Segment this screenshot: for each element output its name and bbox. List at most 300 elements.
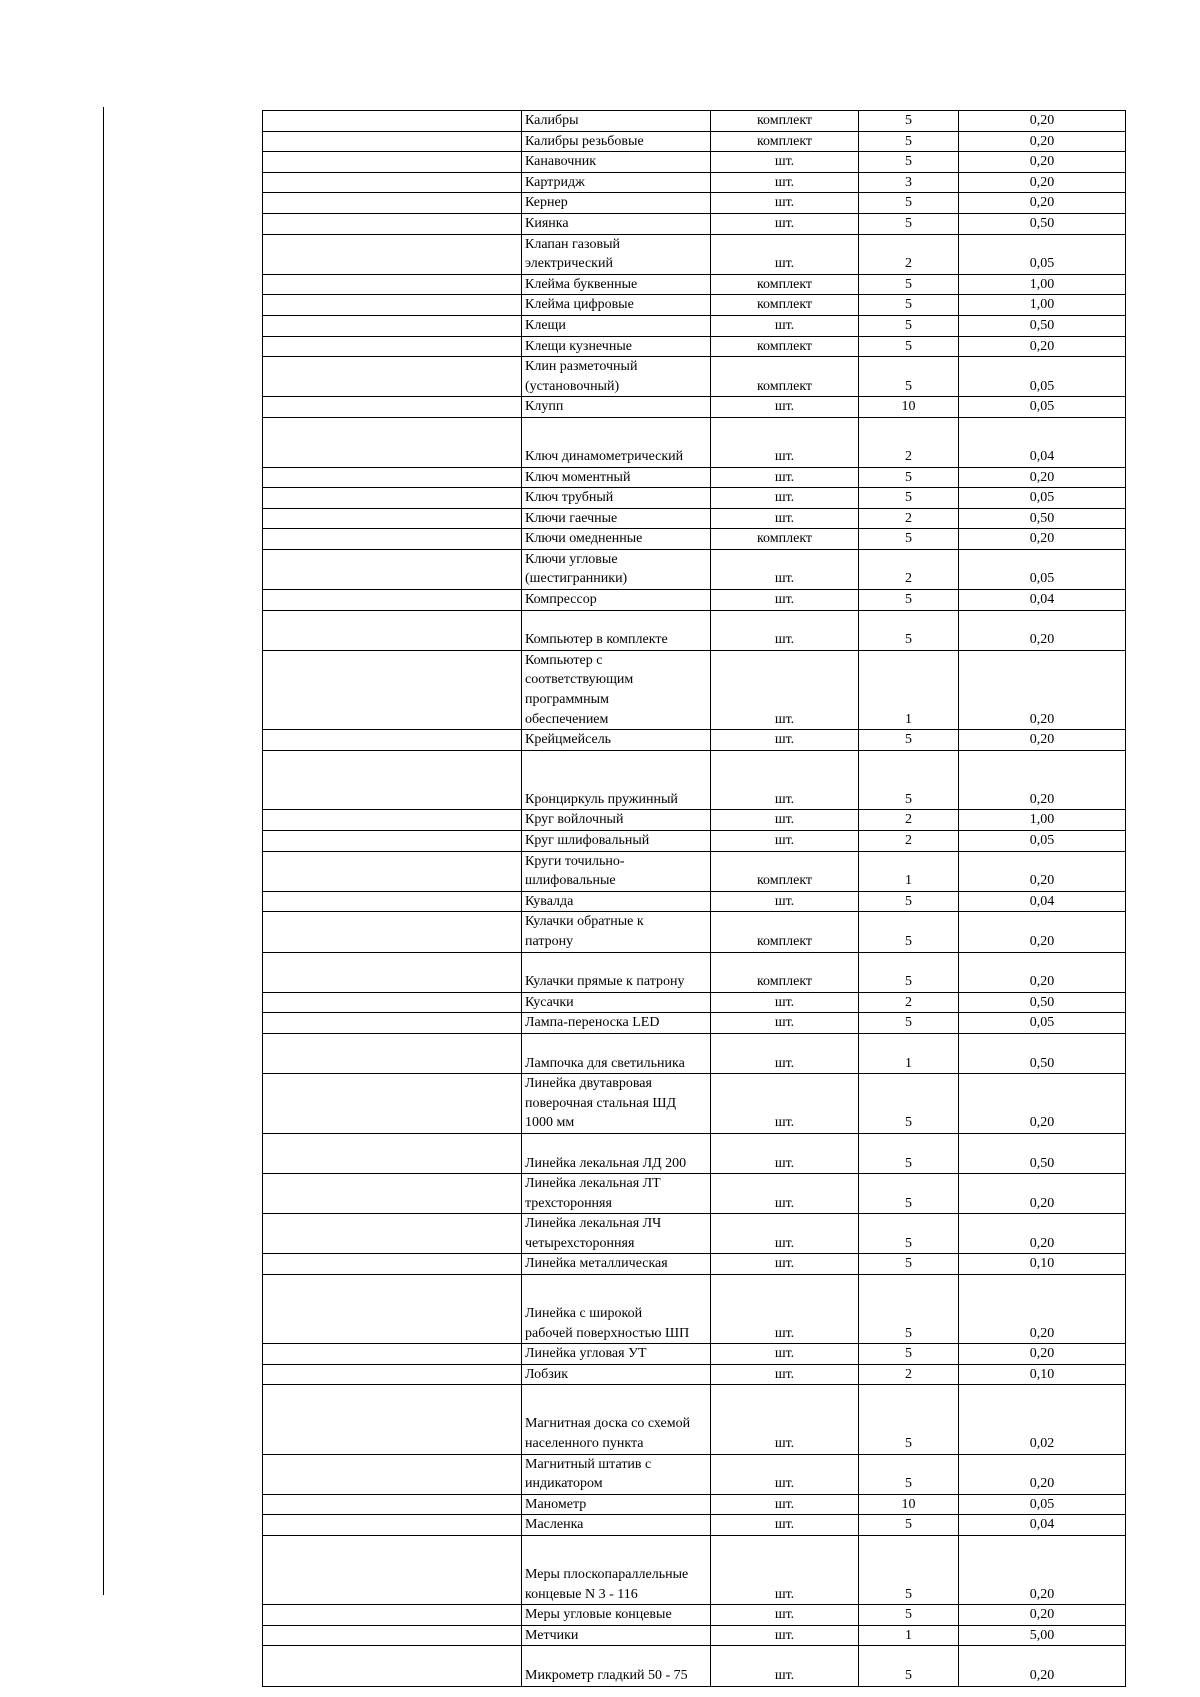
quantity-cell [859, 1646, 959, 1686]
norm-cell-text: 5,00 [1029, 1627, 1055, 1643]
unit-cell [711, 590, 859, 611]
table-row [263, 650, 1126, 729]
quantity-cell [859, 467, 959, 488]
quantity-cell-text: 5 [905, 1667, 912, 1683]
norm-cell-text: 0,05 [1029, 490, 1055, 506]
unit-cell [711, 1174, 859, 1214]
quantity-cell [859, 417, 959, 467]
unit-cell-text: шт. [774, 215, 795, 231]
quantity-cell [859, 891, 959, 912]
item-name-cell-text: Лампочка для светильника [525, 1055, 685, 1071]
norm-cell-text: 0,04 [1029, 1517, 1055, 1533]
unit-cell-text: шт. [774, 1015, 795, 1031]
cell-top-spacer [862, 418, 955, 447]
item-name-cell-text: Линейка лекальная ЛД 200 [525, 1155, 687, 1171]
norm-cell [959, 912, 1126, 952]
norm-cell [959, 1364, 1126, 1385]
unit-cell [711, 336, 859, 357]
item-name-cell [522, 152, 711, 173]
item-name-cell-text: Кулачки обратные к патрону [525, 914, 644, 949]
unit-cell [711, 750, 859, 810]
item-name-cell-text: Ключи гаечные [525, 510, 618, 526]
unit-cell [711, 467, 859, 488]
quantity-cell-text: 1 [905, 711, 912, 727]
norm-cell-text: 0,05 [1029, 1015, 1055, 1031]
equipment-table [262, 110, 1126, 1687]
norm-cell [959, 1385, 1126, 1454]
norm-cell-text: 0,50 [1029, 1055, 1055, 1071]
item-name-cell-text: Компьютер в комплекте [525, 632, 668, 648]
table-row [263, 1385, 1126, 1454]
item-name-cell [522, 467, 711, 488]
unit-cell [711, 295, 859, 316]
norm-cell-text: 0,05 [1029, 256, 1055, 272]
unit-cell-text: шт. [774, 1607, 795, 1623]
left-margin-rule [103, 107, 104, 1595]
quantity-cell-text: 10 [901, 399, 916, 415]
table-row [263, 1033, 1126, 1073]
row-blank-cell [263, 610, 522, 650]
item-name-cell-text: Клапан газовый электрический [525, 236, 620, 272]
table-row [263, 730, 1126, 751]
unit-cell-text: шт. [774, 1055, 795, 1071]
norm-cell [959, 357, 1126, 397]
item-name-cell-text: Магнитный штатив с индикатором [525, 1456, 652, 1492]
item-name-cell [522, 610, 711, 650]
quantity-cell [859, 193, 959, 214]
norm-cell-text: 0,05 [1029, 571, 1055, 587]
norm-cell-text: 1,00 [1029, 297, 1055, 313]
row-blank-cell [263, 315, 522, 336]
table-row [263, 274, 1126, 295]
unit-cell [711, 193, 859, 214]
quantity-cell-text: 5 [905, 154, 912, 170]
table-row [263, 172, 1126, 193]
norm-cell [959, 1646, 1126, 1686]
item-name-cell-text: Линейка металлическая [525, 1256, 668, 1272]
item-name-cell-text: Лампа-переноска LED [525, 1015, 660, 1031]
norm-cell-text: 0,04 [1029, 592, 1055, 608]
quantity-cell-text: 5 [905, 490, 912, 506]
item-name-cell [522, 357, 711, 397]
quantity-cell-text: 5 [905, 195, 912, 211]
norm-cell [959, 213, 1126, 234]
norm-cell [959, 488, 1126, 509]
quantity-cell-text: 5 [905, 974, 912, 990]
quantity-cell-text: 5 [905, 469, 912, 485]
unit-cell [711, 417, 859, 467]
item-name-cell-text: Калибры [525, 113, 579, 128]
unit-cell-text: шт. [774, 791, 795, 807]
norm-cell [959, 131, 1126, 152]
quantity-cell [859, 831, 959, 852]
item-name-cell [522, 1646, 711, 1686]
quantity-cell [859, 295, 959, 316]
quantity-cell [859, 111, 959, 132]
unit-cell-text: комплект [756, 974, 813, 990]
row-blank-cell [263, 549, 522, 589]
cell-top-spacer [714, 1295, 855, 1324]
table-row [263, 417, 1126, 467]
row-blank-cell [263, 1174, 522, 1214]
unit-cell [711, 111, 859, 132]
norm-cell [959, 831, 1126, 852]
unit-cell-text: шт. [774, 592, 795, 608]
quantity-cell [859, 152, 959, 173]
norm-cell-text: 1,00 [1029, 812, 1055, 828]
item-name-cell-text: Канавочник [525, 154, 597, 170]
quantity-cell [859, 1536, 959, 1605]
norm-cell-text: 0,20 [1029, 1607, 1055, 1623]
item-name-cell [522, 529, 711, 550]
row-blank-cell [263, 650, 522, 729]
table-row [263, 529, 1126, 550]
row-blank-cell [263, 274, 522, 295]
cell-top-spacer [962, 1134, 1122, 1154]
table-row [263, 1536, 1126, 1605]
row-blank-cell [263, 1454, 522, 1494]
norm-cell [959, 1344, 1126, 1365]
norm-cell [959, 315, 1126, 336]
cell-top-spacer [962, 1646, 1122, 1666]
unit-cell [711, 1214, 859, 1254]
item-name-cell [522, 810, 711, 831]
quantity-cell [859, 1364, 959, 1385]
unit-cell-text: комплект [756, 276, 813, 292]
cell-top-spacer [862, 1034, 955, 1054]
norm-cell-text: 0,20 [1029, 1115, 1055, 1131]
norm-cell-text: 0,10 [1029, 1366, 1055, 1382]
norm-cell-text: 0,50 [1029, 994, 1055, 1010]
norm-cell-text: 0,05 [1029, 399, 1055, 415]
table-row [263, 488, 1126, 509]
item-name-cell-text: Меры угловые концевые [525, 1607, 672, 1623]
item-name-cell-text: Клин разметочный (установочный) [525, 359, 638, 394]
unit-cell [711, 650, 859, 729]
item-name-cell [522, 1625, 711, 1646]
item-name-cell [522, 992, 711, 1013]
table-row [263, 336, 1126, 357]
norm-cell [959, 1174, 1126, 1214]
table-row [263, 1494, 1126, 1515]
cell-top-spacer [714, 1034, 855, 1054]
norm-cell-text: 0,20 [1029, 174, 1055, 190]
row-blank-cell [263, 730, 522, 751]
item-name-cell [522, 193, 711, 214]
quantity-cell [859, 610, 959, 650]
cell-top-spacer [525, 418, 707, 447]
norm-cell-text: 0,20 [1029, 632, 1055, 648]
row-blank-cell [263, 357, 522, 397]
norm-cell-text: 0,20 [1029, 1346, 1055, 1362]
norm-cell [959, 1133, 1126, 1173]
norm-cell-text: 0,20 [1029, 133, 1055, 149]
row-blank-cell [263, 810, 522, 831]
quantity-cell-text: 5 [905, 1436, 912, 1452]
item-name-cell [522, 274, 711, 295]
item-name-cell-text: Клещи [525, 317, 566, 333]
norm-cell [959, 1074, 1126, 1134]
row-blank-cell [263, 1074, 522, 1134]
norm-cell [959, 1214, 1126, 1254]
item-name-cell-text: Компрессор [525, 592, 597, 608]
table-row [263, 891, 1126, 912]
item-name-cell [522, 1494, 711, 1515]
quantity-cell [859, 1033, 959, 1073]
item-name-cell [522, 912, 711, 952]
row-blank-cell [263, 111, 522, 132]
quantity-cell [859, 1625, 959, 1646]
cell-top-spacer [525, 953, 707, 973]
quantity-cell [859, 397, 959, 418]
row-blank-cell [263, 213, 522, 234]
unit-cell-text: шт. [774, 510, 795, 526]
table-row [263, 1454, 1126, 1494]
table-row [263, 590, 1126, 611]
cell-top-spacer [714, 1134, 855, 1154]
quantity-cell [859, 1254, 959, 1275]
row-blank-cell [263, 1133, 522, 1173]
table-row [263, 1174, 1126, 1214]
unit-cell-text: комплект [756, 338, 813, 354]
row-blank-cell [263, 590, 522, 611]
row-blank-cell [263, 891, 522, 912]
unit-cell-text: шт. [774, 1517, 795, 1533]
unit-cell-text: шт. [774, 317, 795, 333]
unit-cell-text: шт. [774, 195, 795, 211]
unit-cell-text: шт. [774, 732, 795, 748]
item-name-cell [522, 1385, 711, 1454]
quantity-cell [859, 1494, 959, 1515]
unit-cell-text: шт. [774, 1346, 795, 1362]
row-blank-cell [263, 508, 522, 529]
unit-cell [711, 851, 859, 891]
item-name-cell [522, 1174, 711, 1214]
unit-cell-text: шт. [774, 399, 795, 415]
unit-cell-text: шт. [774, 1115, 795, 1131]
item-name-cell [522, 1275, 711, 1344]
norm-cell [959, 234, 1126, 274]
quantity-cell [859, 172, 959, 193]
unit-cell-text: комплект [756, 297, 813, 313]
norm-cell [959, 549, 1126, 589]
unit-cell-text: шт. [774, 1256, 795, 1272]
row-blank-cell [263, 1033, 522, 1073]
row-blank-cell [263, 1494, 522, 1515]
item-name-cell [522, 1254, 711, 1275]
row-blank-cell [263, 417, 522, 467]
norm-cell [959, 650, 1126, 729]
item-name-cell [522, 172, 711, 193]
row-blank-cell [263, 336, 522, 357]
quantity-cell [859, 810, 959, 831]
quantity-cell-text: 5 [905, 276, 912, 292]
quantity-cell-text: 5 [905, 1115, 912, 1131]
unit-cell-text: шт. [774, 1195, 795, 1211]
item-name-cell [522, 488, 711, 509]
cell-top-spacer [714, 953, 855, 973]
unit-cell [711, 529, 859, 550]
unit-cell [711, 131, 859, 152]
quantity-cell [859, 131, 959, 152]
item-name-cell [522, 1605, 711, 1626]
cell-top-spacer [962, 1295, 1122, 1324]
item-name-cell-text: Картридж [525, 174, 585, 190]
quantity-cell-text: 2 [905, 812, 912, 828]
quantity-cell-text: 5 [905, 317, 912, 333]
unit-cell-text: шт. [774, 1325, 795, 1341]
quantity-cell-text: 5 [905, 1015, 912, 1031]
unit-cell [711, 1344, 859, 1365]
quantity-cell-text: 5 [905, 933, 912, 949]
quantity-cell [859, 851, 959, 891]
cell-top-spacer [525, 1275, 707, 1304]
norm-cell-text: 1,00 [1029, 276, 1055, 292]
quantity-cell-text: 5 [905, 632, 912, 648]
cell-top-spacer [862, 1556, 955, 1585]
unit-cell-text: шт. [774, 1235, 795, 1251]
norm-cell [959, 590, 1126, 611]
cell-top-spacer [714, 418, 855, 447]
norm-cell [959, 952, 1126, 992]
quantity-cell [859, 336, 959, 357]
item-name-cell-text: Калибры резьбовые [525, 133, 644, 149]
quantity-cell [859, 1344, 959, 1365]
item-name-cell [522, 549, 711, 589]
unit-cell [711, 1275, 859, 1344]
unit-cell-text: шт. [774, 994, 795, 1010]
unit-cell-text: шт. [774, 632, 795, 648]
table-row [263, 315, 1126, 336]
item-name-cell [522, 234, 711, 274]
cell-top-spacer [525, 611, 707, 631]
cell-top-spacer [525, 1536, 707, 1565]
table-row [263, 1605, 1126, 1626]
table-row [263, 810, 1126, 831]
unit-cell [711, 1254, 859, 1275]
cell-top-spacer [962, 1556, 1122, 1585]
cell-top-spacer [862, 611, 955, 631]
item-name-cell [522, 295, 711, 316]
equipment-table-body [263, 111, 1126, 1687]
norm-cell-text: 0,05 [1029, 833, 1055, 848]
unit-cell-text: шт. [774, 469, 795, 485]
unit-cell [711, 1133, 859, 1173]
norm-cell [959, 1515, 1126, 1536]
table-row [263, 1515, 1126, 1536]
norm-cell-text: 0,20 [1029, 873, 1055, 889]
item-name-cell [522, 650, 711, 729]
row-blank-cell [263, 397, 522, 418]
unit-cell-text: шт. [774, 833, 795, 848]
table-row [263, 549, 1126, 589]
cell-top-spacer [862, 1405, 955, 1434]
quantity-cell-text: 1 [905, 1055, 912, 1071]
unit-cell [711, 730, 859, 751]
unit-cell [711, 1536, 859, 1605]
norm-cell [959, 1013, 1126, 1034]
table-row [263, 1275, 1126, 1344]
item-name-cell [522, 851, 711, 891]
quantity-cell-text: 5 [905, 1346, 912, 1362]
table-row [263, 1074, 1126, 1134]
item-name-cell [522, 1454, 711, 1494]
unit-cell-text: шт. [774, 154, 795, 170]
norm-cell-text: 0,20 [1029, 1667, 1055, 1683]
norm-cell [959, 467, 1126, 488]
unit-cell-text: шт. [774, 490, 795, 506]
cell-top-spacer [962, 418, 1122, 447]
item-name-cell-text: Ключи угловые (шестигранники) [525, 551, 628, 587]
item-name-cell [522, 1536, 711, 1605]
item-name-cell-text: Кувалда [525, 893, 574, 909]
quantity-cell-text: 5 [905, 1155, 912, 1171]
unit-cell-text: шт. [774, 1436, 795, 1452]
cell-top-spacer [525, 751, 707, 790]
unit-cell-text: шт. [774, 1627, 795, 1643]
item-name-cell [522, 131, 711, 152]
row-blank-cell [263, 1625, 522, 1646]
quantity-cell-text: 5 [905, 215, 912, 231]
row-blank-cell [263, 152, 522, 173]
item-name-cell-text: Манометр [525, 1496, 587, 1512]
unit-cell-text: шт. [774, 1476, 795, 1492]
norm-cell [959, 193, 1126, 214]
item-name-cell [522, 508, 711, 529]
unit-cell [711, 891, 859, 912]
table-row [263, 750, 1126, 810]
cell-top-spacer [714, 611, 855, 631]
row-blank-cell [263, 1214, 522, 1254]
row-blank-cell [263, 1344, 522, 1365]
unit-cell [711, 831, 859, 852]
quantity-cell-text: 2 [905, 510, 912, 526]
norm-cell-text: 0,10 [1029, 1256, 1055, 1272]
unit-cell [711, 1033, 859, 1073]
quantity-cell-text: 5 [905, 531, 912, 547]
unit-cell-text: шт. [774, 1586, 795, 1602]
item-name-cell-text: Линейка лекальная ЛЧ четырехсторонняя [525, 1216, 662, 1251]
norm-cell-text: 0,20 [1029, 791, 1055, 807]
quantity-cell [859, 1174, 959, 1214]
table-row [263, 397, 1126, 418]
unit-cell [711, 1646, 859, 1686]
norm-cell-text: 0,02 [1029, 1436, 1055, 1452]
norm-cell-text: 0,20 [1029, 1586, 1055, 1602]
item-name-cell [522, 831, 711, 852]
norm-cell [959, 1625, 1126, 1646]
table-row [263, 131, 1126, 152]
table-row [263, 1344, 1126, 1365]
quantity-cell [859, 912, 959, 952]
unit-cell-text: шт. [774, 711, 795, 727]
unit-cell [711, 397, 859, 418]
row-blank-cell [263, 1254, 522, 1275]
unit-cell-text: комплект [756, 378, 813, 394]
cell-top-spacer [962, 1034, 1122, 1054]
item-name-cell-text: Кронциркуль пружинный [525, 791, 678, 807]
unit-cell-text: шт. [774, 893, 795, 909]
unit-cell-text: шт. [774, 448, 795, 464]
unit-cell [711, 912, 859, 952]
unit-cell [711, 357, 859, 397]
unit-cell [711, 1364, 859, 1385]
row-blank-cell [263, 952, 522, 992]
cell-top-spacer [714, 1556, 855, 1585]
norm-cell [959, 610, 1126, 650]
item-name-cell-text: Кусачки [525, 994, 574, 1010]
item-name-cell-text: Киянка [525, 215, 569, 231]
